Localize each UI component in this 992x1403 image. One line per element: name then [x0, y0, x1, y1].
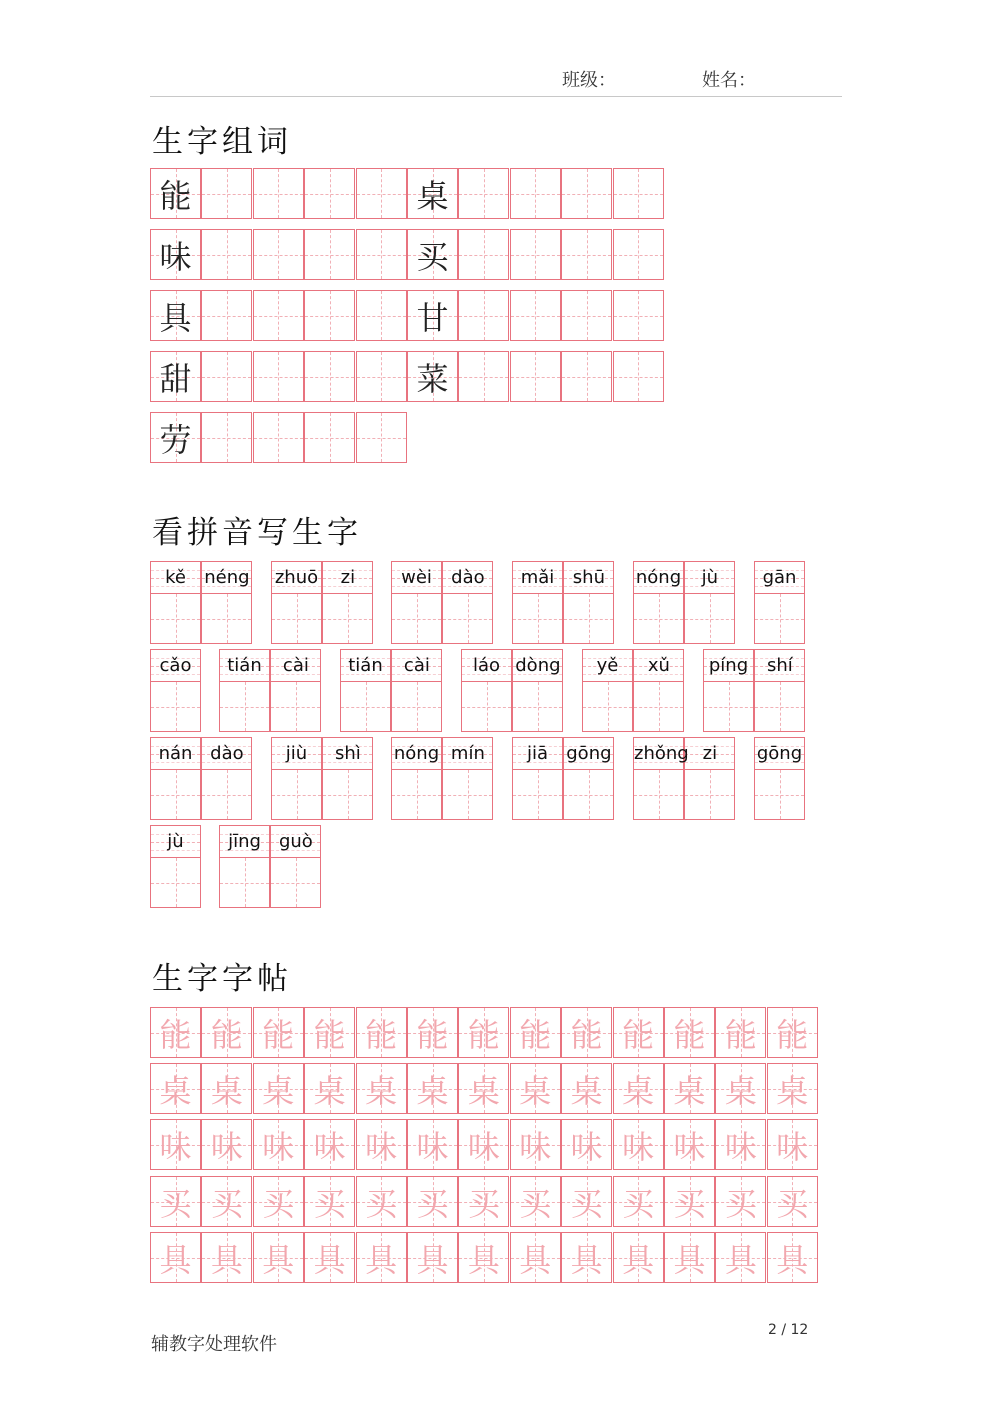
zitie-trace-cell[interactable]: [253, 1063, 304, 1114]
zuci-blank-cell[interactable]: [561, 168, 612, 219]
trace-character: 具: [467, 1240, 500, 1279]
zitie-trace-cell[interactable]: [407, 1007, 458, 1058]
zitie-trace-cell[interactable]: [458, 1176, 509, 1227]
zuci-blank-cell[interactable]: [458, 229, 509, 280]
zitie-trace-cell[interactable]: [253, 1176, 304, 1227]
trace-character: 桌: [159, 1071, 192, 1110]
character: 味: [159, 237, 192, 276]
pinyin-text: jù: [701, 567, 719, 588]
trace-character: 味: [622, 1127, 655, 1166]
trace-character: 桌: [570, 1071, 603, 1110]
trace-character: 桌: [365, 1071, 398, 1110]
zitie-trace-cell[interactable]: [561, 1176, 612, 1227]
pinyin-text: dào: [451, 567, 485, 588]
pinyin-text: píng: [708, 655, 749, 676]
trace-character: 买: [416, 1184, 449, 1223]
zitie-trace-cell[interactable]: [150, 1063, 201, 1114]
zitie-trace-cell[interactable]: [613, 1063, 664, 1114]
zuci-blank-cell[interactable]: [356, 168, 407, 219]
character: 甘: [416, 298, 449, 337]
trace-character: 桌: [673, 1071, 706, 1110]
character: 桌: [416, 176, 449, 215]
zitie-trace-cell[interactable]: [613, 1007, 664, 1058]
trace-character: 买: [210, 1184, 243, 1223]
zuci-blank-cell[interactable]: [253, 351, 304, 402]
trace-character: 能: [262, 1015, 295, 1054]
zitie-trace-cell[interactable]: [253, 1007, 304, 1058]
zuci-blank-cell[interactable]: [253, 168, 304, 219]
pinyin-text: nán: [158, 743, 193, 764]
zuci-blank-cell[interactable]: [356, 290, 407, 341]
zitie-trace-cell[interactable]: [664, 1063, 715, 1114]
zitie-trace-cell[interactable]: [458, 1007, 509, 1058]
trace-character: 味: [210, 1127, 243, 1166]
zuci-char-cell[interactable]: [150, 290, 201, 341]
pinyin-cell[interactable]: [633, 561, 684, 644]
zitie-trace-cell[interactable]: [664, 1176, 715, 1227]
trace-character: 桌: [467, 1071, 500, 1110]
zuci-blank-cell[interactable]: [613, 351, 664, 402]
section-title-zuci: 生字组词: [152, 124, 292, 160]
zitie-trace-cell[interactable]: [150, 1232, 201, 1283]
zitie-trace-cell[interactable]: [304, 1007, 355, 1058]
pinyin-text: cài: [403, 655, 430, 676]
zitie-trace-cell[interactable]: [356, 1007, 407, 1058]
trace-character: 具: [313, 1240, 346, 1279]
zitie-trace-cell[interactable]: [304, 1063, 355, 1114]
pinyin-text: xǔ: [647, 655, 670, 676]
trace-character: 能: [776, 1015, 809, 1054]
trace-character: 味: [313, 1127, 346, 1166]
trace-character: 买: [313, 1184, 346, 1223]
pinyin-text: kě: [165, 567, 186, 588]
trace-character: 桌: [776, 1071, 809, 1110]
pinyin-text: guò: [278, 831, 313, 852]
trace-character: 买: [724, 1184, 757, 1223]
trace-character: 具: [416, 1240, 449, 1279]
trace-character: 味: [159, 1127, 192, 1166]
trace-character: 味: [262, 1127, 295, 1166]
zitie-trace-cell[interactable]: [561, 1063, 612, 1114]
trace-character: 具: [262, 1240, 295, 1279]
pinyin-cell[interactable]: [684, 561, 735, 644]
zuci-blank-cell[interactable]: [253, 290, 304, 341]
pinyin-text: zhuō: [274, 567, 319, 588]
zitie-trace-cell[interactable]: [561, 1007, 612, 1058]
trace-character: 味: [467, 1127, 500, 1166]
pinyin-cell[interactable]: [270, 649, 321, 732]
zuci-char-cell[interactable]: [407, 290, 458, 341]
zitie-trace-cell[interactable]: [407, 1119, 458, 1170]
pinyin-cell[interactable]: [512, 561, 563, 644]
pinyin-text: cài: [282, 655, 309, 676]
pinyin-cell[interactable]: [322, 561, 373, 644]
pinyin-cell[interactable]: [633, 737, 689, 820]
trace-character: 具: [724, 1240, 757, 1279]
pinyin-cell[interactable]: [512, 737, 563, 820]
trace-character: 味: [724, 1127, 757, 1166]
pinyin-cell[interactable]: [201, 737, 252, 820]
pinyin-text: jīng: [228, 831, 261, 852]
trace-character: 具: [159, 1240, 192, 1279]
zitie-trace-cell[interactable]: [407, 1176, 458, 1227]
trace-character: 能: [519, 1015, 552, 1054]
zitie-trace-cell[interactable]: [407, 1063, 458, 1114]
zuci-blank-cell[interactable]: [458, 290, 509, 341]
zuci-blank-cell[interactable]: [201, 412, 252, 463]
pinyin-cell[interactable]: [391, 561, 442, 644]
trace-character: 具: [210, 1240, 243, 1279]
trace-character: 能: [622, 1015, 655, 1054]
page-number: 2 / 12: [768, 1322, 809, 1338]
zuci-blank-cell[interactable]: [458, 168, 509, 219]
zitie-trace-cell[interactable]: [510, 1119, 561, 1170]
pinyin-cell[interactable]: [754, 737, 805, 820]
pinyin-text: tián: [348, 655, 383, 676]
pinyin-cell[interactable]: [754, 649, 805, 732]
zuci-char-cell[interactable]: [407, 168, 458, 219]
pinyin-cell[interactable]: [391, 649, 442, 732]
zitie-trace-cell[interactable]: [253, 1232, 304, 1283]
trace-character: 桌: [519, 1071, 552, 1110]
trace-character: 买: [622, 1184, 655, 1223]
zuci-blank-cell[interactable]: [561, 290, 612, 341]
trace-character: 能: [416, 1015, 449, 1054]
trace-character: 买: [262, 1184, 295, 1223]
trace-character: 味: [519, 1127, 552, 1166]
pinyin-text: tián: [227, 655, 262, 676]
zitie-trace-cell[interactable]: [304, 1232, 355, 1283]
trace-character: 桌: [313, 1071, 346, 1110]
trace-character: 味: [570, 1127, 603, 1166]
pinyin-cell[interactable]: [684, 737, 735, 820]
pinyin-cell[interactable]: [150, 825, 201, 908]
zitie-trace-cell[interactable]: [767, 1232, 818, 1283]
trace-character: 味: [365, 1127, 398, 1166]
zuci-blank-cell[interactable]: [304, 168, 355, 219]
pinyin-cell[interactable]: [582, 649, 633, 732]
character: 能: [159, 176, 192, 215]
character: 劳: [159, 420, 192, 459]
zitie-trace-cell[interactable]: [561, 1119, 612, 1170]
zuci-blank-cell[interactable]: [613, 168, 664, 219]
pinyin-text: gōng: [756, 743, 803, 764]
pinyin-text: cǎo: [159, 655, 192, 676]
trace-character: 能: [159, 1015, 192, 1054]
trace-character: 能: [365, 1015, 398, 1054]
pinyin-cell[interactable]: [754, 561, 805, 644]
zuci-blank-cell[interactable]: [510, 290, 561, 341]
zitie-trace-cell[interactable]: [150, 1119, 201, 1170]
zuci-char-cell[interactable]: [150, 351, 201, 402]
pinyin-cell[interactable]: [271, 737, 322, 820]
pinyin-text: shí: [766, 655, 793, 676]
trace-character: 买: [365, 1184, 398, 1223]
zitie-trace-cell[interactable]: [201, 1119, 252, 1170]
zitie-trace-cell[interactable]: [510, 1007, 561, 1058]
character: 菜: [416, 359, 449, 398]
pinyin-text: gān: [762, 567, 797, 588]
character: 甜: [159, 359, 192, 398]
pinyin-text: jiù: [285, 743, 308, 764]
pinyin-cell[interactable]: [703, 649, 754, 732]
trace-character: 能: [313, 1015, 346, 1054]
zitie-trace-cell[interactable]: [458, 1119, 509, 1170]
zuci-blank-cell[interactable]: [356, 229, 407, 280]
zitie-trace-cell[interactable]: [715, 1007, 766, 1058]
pinyin-text: nóng: [635, 567, 682, 588]
zuci-blank-cell[interactable]: [253, 229, 304, 280]
zitie-trace-cell[interactable]: [510, 1232, 561, 1283]
zitie-trace-cell[interactable]: [767, 1063, 818, 1114]
zuci-blank-cell[interactable]: [458, 351, 509, 402]
zitie-trace-cell[interactable]: [767, 1176, 818, 1227]
zitie-trace-cell[interactable]: [458, 1232, 509, 1283]
pinyin-text: yě: [596, 655, 619, 676]
header-divider: [150, 96, 842, 97]
zuci-blank-cell[interactable]: [510, 351, 561, 402]
zitie-trace-cell[interactable]: [613, 1176, 664, 1227]
pinyin-cell[interactable]: [563, 561, 614, 644]
zuci-blank-cell[interactable]: [510, 229, 561, 280]
zitie-trace-cell[interactable]: [356, 1063, 407, 1114]
zitie-trace-cell[interactable]: [613, 1232, 664, 1283]
pinyin-cell[interactable]: [201, 561, 252, 644]
trace-character: 买: [159, 1184, 192, 1223]
zitie-trace-cell[interactable]: [715, 1176, 766, 1227]
zitie-trace-cell[interactable]: [304, 1176, 355, 1227]
trace-character: 具: [365, 1240, 398, 1279]
zuci-char-cell[interactable]: [150, 229, 201, 280]
zitie-trace-cell[interactable]: [715, 1232, 766, 1283]
pinyin-cell[interactable]: [150, 649, 201, 732]
pinyin-text: wèi: [401, 567, 432, 588]
zuci-blank-cell[interactable]: [613, 290, 664, 341]
pinyin-text: dào: [210, 743, 244, 764]
zitie-trace-cell[interactable]: [767, 1119, 818, 1170]
zitie-trace-cell[interactable]: [356, 1232, 407, 1283]
zuci-blank-cell[interactable]: [304, 229, 355, 280]
zitie-trace-cell[interactable]: [201, 1007, 252, 1058]
pinyin-cell[interactable]: [633, 649, 684, 732]
zuci-char-cell[interactable]: [150, 168, 201, 219]
pinyin-text: jiā: [526, 743, 549, 764]
zitie-trace-cell[interactable]: [664, 1119, 715, 1170]
software-name: 辅教字处理软件: [151, 1334, 277, 1355]
pinyin-text: shū: [572, 567, 605, 588]
zitie-trace-cell[interactable]: [201, 1176, 252, 1227]
zuci-blank-cell[interactable]: [201, 351, 252, 402]
class-label: 班级：: [562, 70, 616, 91]
zitie-trace-cell[interactable]: [613, 1119, 664, 1170]
zuci-blank-cell[interactable]: [356, 412, 407, 463]
zuci-blank-cell[interactable]: [304, 412, 355, 463]
trace-character: 能: [673, 1015, 706, 1054]
pinyin-cell[interactable]: [461, 649, 512, 732]
trace-character: 能: [467, 1015, 500, 1054]
zitie-trace-cell[interactable]: [150, 1007, 201, 1058]
pinyin-cell[interactable]: [271, 561, 322, 644]
trace-character: 桌: [210, 1071, 243, 1110]
zuci-blank-cell[interactable]: [561, 351, 612, 402]
zitie-trace-cell[interactable]: [201, 1232, 252, 1283]
zuci-char-cell[interactable]: [407, 351, 458, 402]
zuci-blank-cell[interactable]: [510, 168, 561, 219]
zuci-blank-cell[interactable]: [613, 229, 664, 280]
trace-character: 具: [776, 1240, 809, 1279]
zuci-blank-cell[interactable]: [201, 290, 252, 341]
pinyin-text: jù: [167, 831, 184, 852]
zitie-trace-cell[interactable]: [510, 1176, 561, 1227]
trace-character: 能: [210, 1015, 243, 1054]
pinyin-text: néng: [204, 567, 250, 588]
trace-character: 具: [519, 1240, 552, 1279]
trace-character: 具: [622, 1240, 655, 1279]
pinyin-cell[interactable]: [563, 737, 614, 820]
trace-character: 买: [673, 1184, 706, 1223]
zitie-trace-cell[interactable]: [664, 1007, 715, 1058]
trace-character: 买: [776, 1184, 809, 1223]
trace-character: 味: [416, 1127, 449, 1166]
zitie-trace-cell[interactable]: [356, 1119, 407, 1170]
pinyin-cell[interactable]: [442, 561, 493, 644]
pinyin-text: mǎi: [520, 567, 555, 588]
pinyin-cell[interactable]: [150, 561, 201, 644]
pinyin-cell[interactable]: [322, 737, 373, 820]
zitie-trace-cell[interactable]: [356, 1176, 407, 1227]
trace-character: 桌: [622, 1071, 655, 1110]
pinyin-cell[interactable]: [150, 737, 201, 820]
zuci-char-cell[interactable]: [407, 229, 458, 280]
zitie-trace-cell[interactable]: [253, 1119, 304, 1170]
trace-character: 买: [519, 1184, 552, 1223]
zuci-blank-cell[interactable]: [253, 412, 304, 463]
zitie-trace-cell[interactable]: [201, 1063, 252, 1114]
zitie-trace-cell[interactable]: [767, 1007, 818, 1058]
pinyin-cell[interactable]: [442, 737, 493, 820]
character: 具: [159, 298, 192, 337]
zitie-trace-cell[interactable]: [715, 1063, 766, 1114]
trace-character: 买: [467, 1184, 500, 1223]
section-title-pinyin: 看拼音写生字: [152, 515, 362, 551]
trace-character: 能: [724, 1015, 757, 1054]
trace-character: 桌: [724, 1071, 757, 1110]
zuci-blank-cell[interactable]: [201, 168, 252, 219]
pinyin-cell[interactable]: [219, 825, 270, 908]
zitie-trace-cell[interactable]: [458, 1063, 509, 1114]
zuci-char-cell[interactable]: [150, 412, 201, 463]
trace-character: 买: [570, 1184, 603, 1223]
character: 买: [416, 237, 449, 276]
zitie-trace-cell[interactable]: [150, 1176, 201, 1227]
pinyin-text: zi: [340, 567, 356, 588]
trace-character: 味: [776, 1127, 809, 1166]
zuci-blank-cell[interactable]: [201, 229, 252, 280]
trace-character: 桌: [262, 1071, 295, 1110]
zitie-trace-cell[interactable]: [664, 1232, 715, 1283]
pinyin-cell[interactable]: [219, 649, 270, 732]
zitie-trace-cell[interactable]: [407, 1232, 458, 1283]
pinyin-text: shì: [334, 743, 361, 764]
trace-character: 能: [570, 1015, 603, 1054]
pinyin-text: zhǒng: [634, 743, 689, 764]
pinyin-text: nóng: [393, 743, 440, 764]
section-title-zitie: 生字字帖: [152, 961, 292, 997]
pinyin-text: dòng: [515, 655, 561, 676]
zuci-blank-cell[interactable]: [304, 351, 355, 402]
pinyin-cell[interactable]: [512, 649, 563, 732]
pinyin-text: mín: [450, 743, 485, 764]
pinyin-text: zi: [702, 743, 718, 764]
trace-character: 具: [673, 1240, 706, 1279]
zitie-trace-cell[interactable]: [304, 1119, 355, 1170]
zitie-trace-cell[interactable]: [715, 1119, 766, 1170]
name-label: 姓名：: [702, 70, 756, 91]
pinyin-cell[interactable]: [270, 825, 321, 908]
trace-character: 桌: [416, 1071, 449, 1110]
zuci-blank-cell[interactable]: [356, 351, 407, 402]
pinyin-cell[interactable]: [340, 649, 391, 732]
zitie-trace-cell[interactable]: [561, 1232, 612, 1283]
trace-character: 具: [570, 1240, 603, 1279]
trace-character: 味: [673, 1127, 706, 1166]
zuci-blank-cell[interactable]: [304, 290, 355, 341]
zitie-trace-cell[interactable]: [510, 1063, 561, 1114]
pinyin-text: láo: [472, 655, 501, 676]
pinyin-text: gōng: [566, 743, 612, 764]
zuci-blank-cell[interactable]: [561, 229, 612, 280]
pinyin-cell[interactable]: [391, 737, 442, 820]
